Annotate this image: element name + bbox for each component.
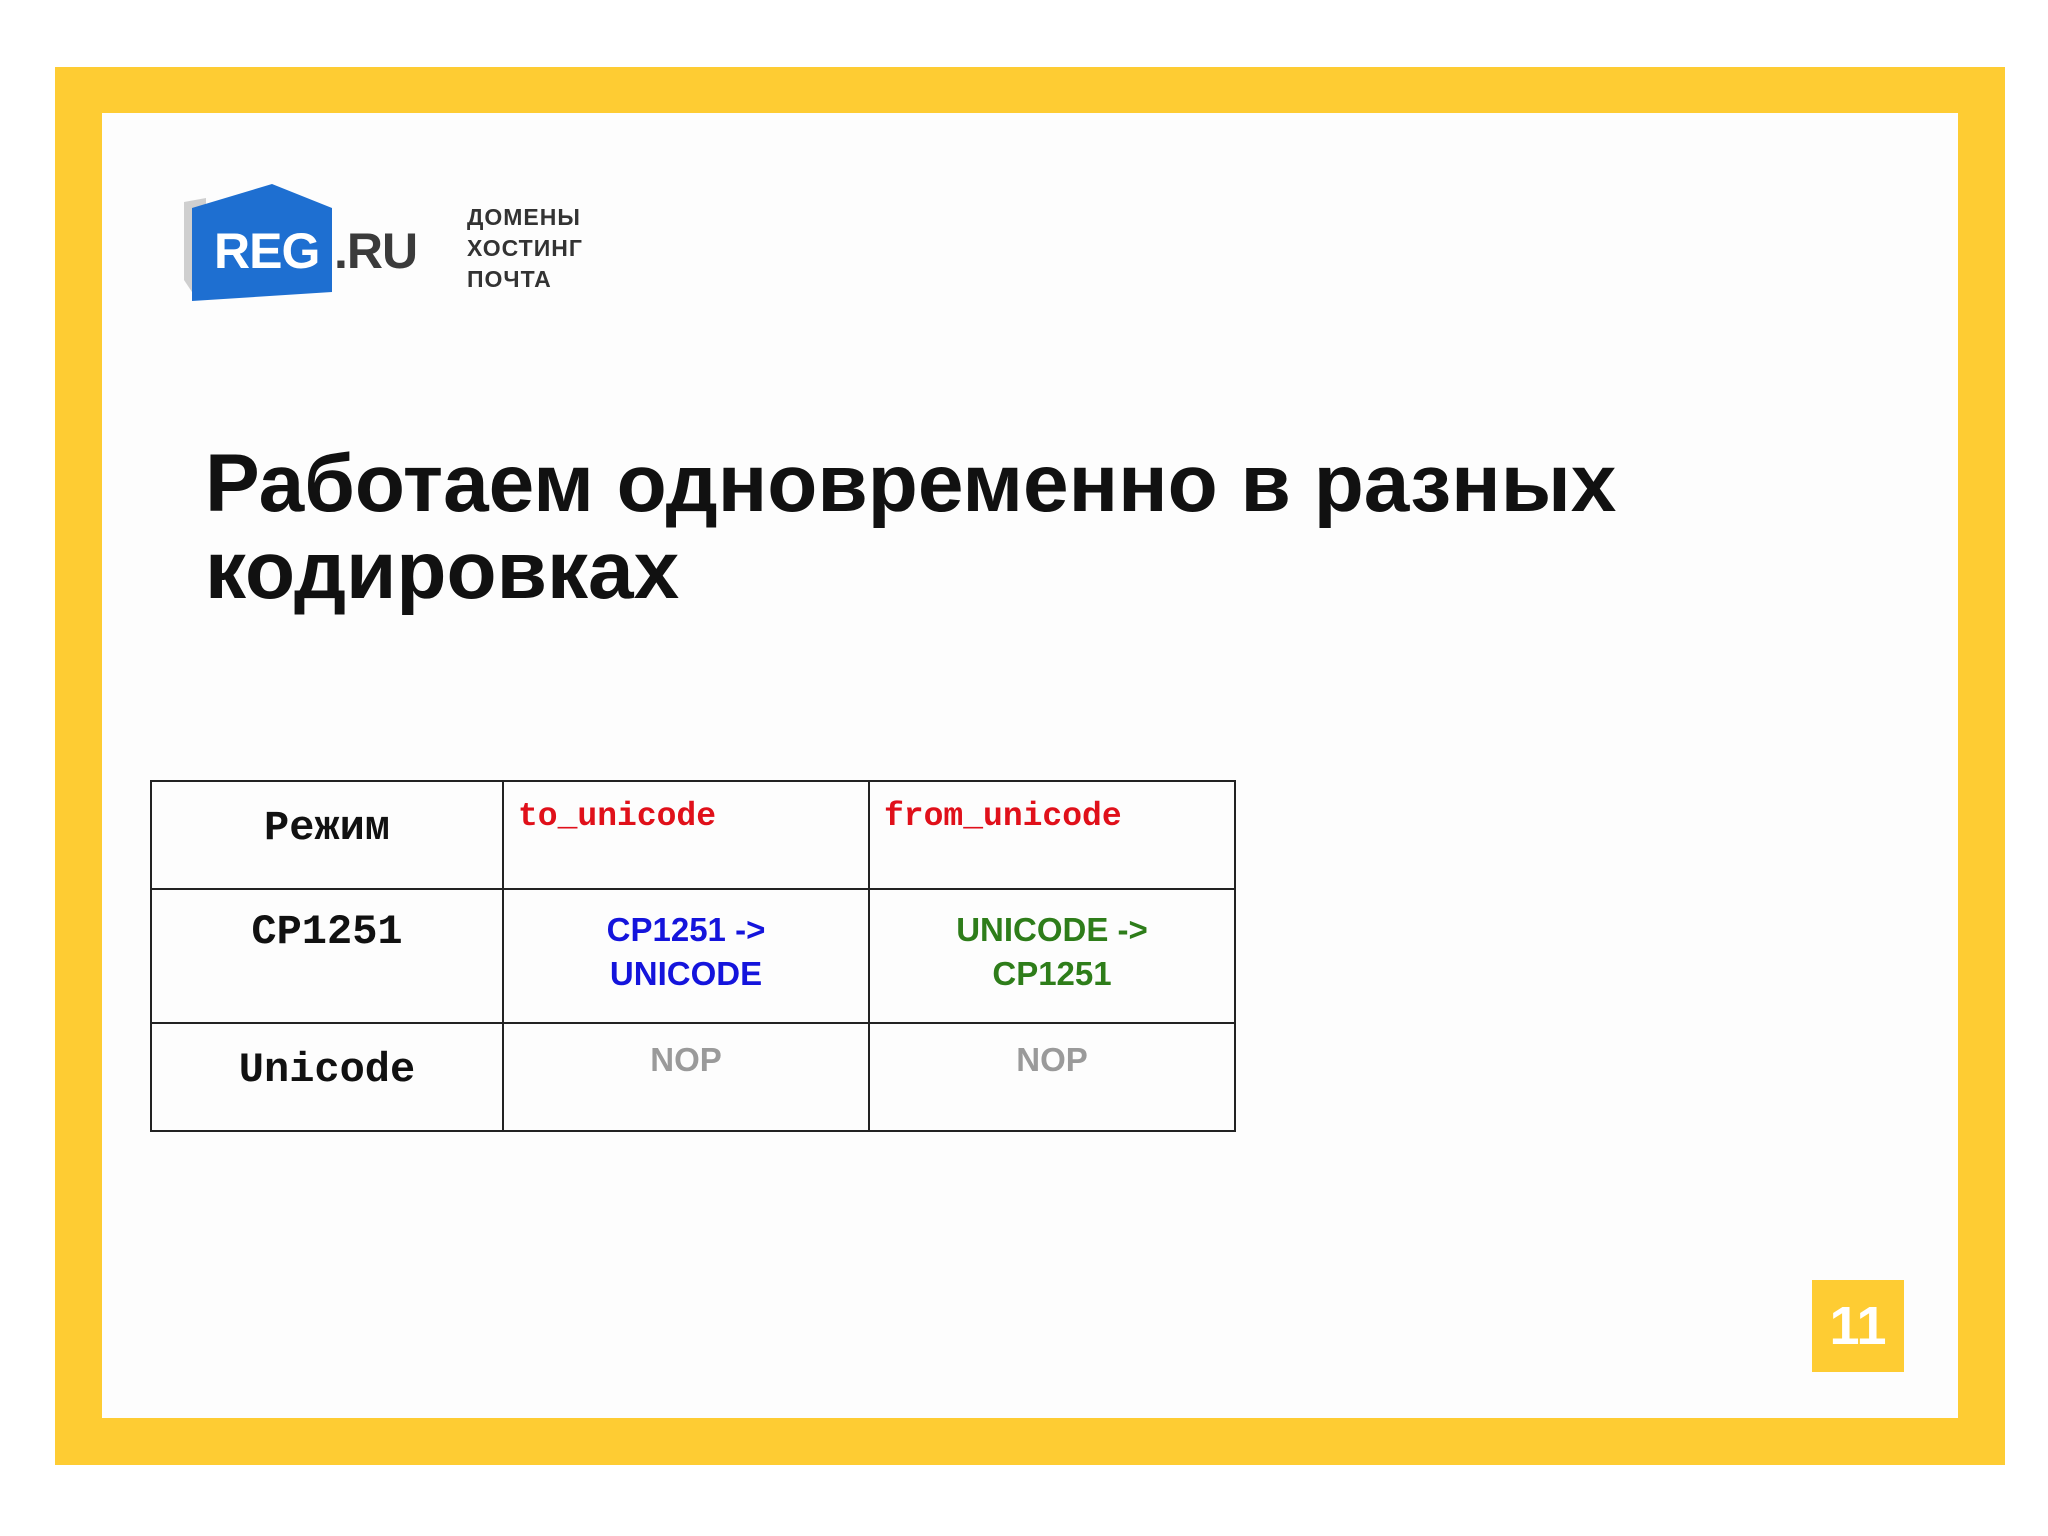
cell-cp1251-from-unicode — [869, 889, 1235, 1023]
header-from-unicode: from_unicode — [869, 781, 1235, 889]
table-row — [151, 889, 1235, 1023]
table-header-row — [151, 781, 1235, 889]
logo-brand: REG — [214, 223, 320, 279]
tagline-domains: ДОМЕНЫ — [467, 204, 581, 230]
logo-taglines — [467, 202, 583, 295]
slide-canvas — [102, 113, 1958, 1418]
cell-unicode-to-unicode: NOP — [503, 1023, 869, 1131]
cell-text: UNICODE -> CP1251 — [956, 911, 1148, 992]
page-number-badge: 11 — [1812, 1280, 1904, 1372]
row-mode-unicode: Unicode — [151, 1023, 503, 1131]
cell-cp1251-to-unicode — [503, 889, 869, 1023]
table-row — [151, 1023, 1235, 1131]
tagline-hosting: ХОСТИНГ — [467, 235, 583, 261]
cell-text: CP1251 -> UNICODE — [606, 911, 766, 992]
encoding-modes-table — [150, 780, 1236, 1132]
row-mode-cp1251: CP1251 — [151, 889, 503, 1023]
cell-unicode-from-unicode: NOP — [869, 1023, 1235, 1131]
slide-title: Работаем одновременно в разных кодировках — [205, 438, 1617, 616]
logo-suffix: .RU — [334, 223, 418, 279]
header-to-unicode: to_unicode — [503, 781, 869, 889]
header-mode: Режим — [151, 781, 503, 889]
tagline-mail: ПОЧТА — [467, 266, 552, 292]
regru-logo — [182, 180, 622, 305]
